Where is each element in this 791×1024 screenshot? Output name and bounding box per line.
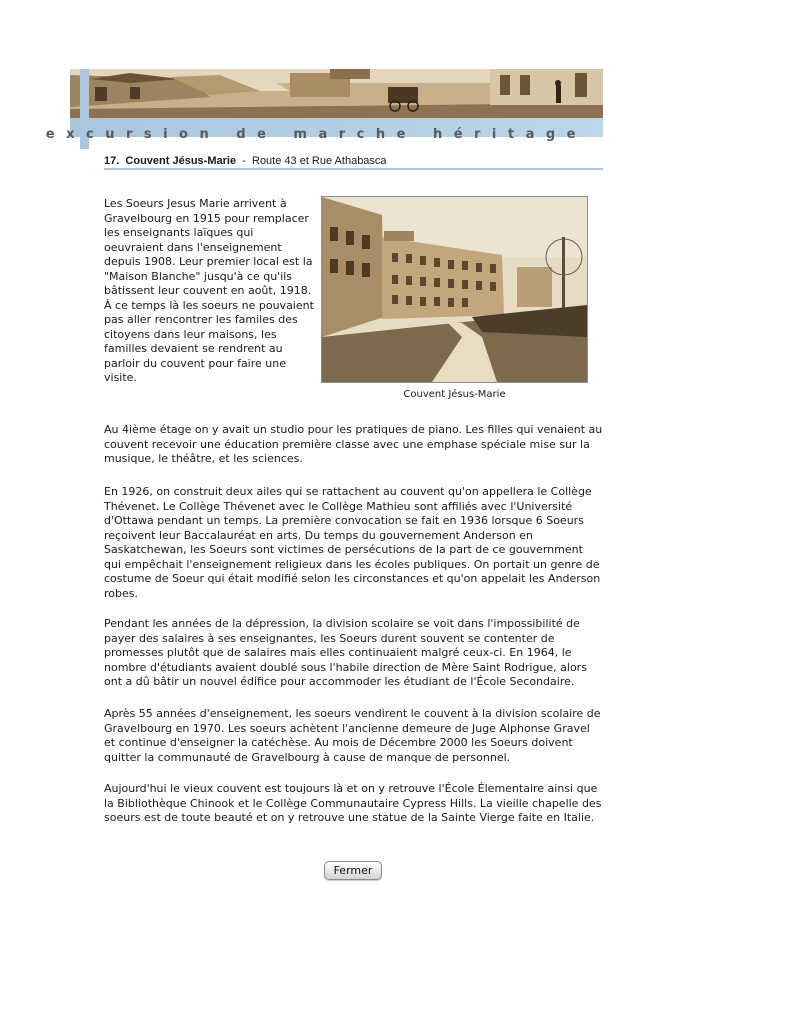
intro-paragraph: Les Soeurs Jesus Marie arrivent à Gravelbourg en 1915 pour remplacer les enseignants laïques qui oeuvraient dans l'enseignement depuis 1908. Leur premier local est la "Maison Blanche" jusqu'à ce qu'ils bâtissent leur couvent en août, 1918. À ce temps là les soeurs ne pouvaient pas aller rencontrer les familes des citoyens dans leur maisons, les familles devaient se rendrent au parloir du couvent pour faire une visite. [104, 197, 314, 384]
location-header [104, 155, 603, 167]
paragraph-today: Aujourd'hui le vieux couvent est toujours là et on y retrouve l'École Élementaire ainsi que la Bibliothèque Chinook et le Collège Communautaire Cypress Hills. La vieille chapelle des soeurs est de toute beauté et on y retrouve une statue de la Sainte Vierge faite en Italie. [104, 782, 602, 824]
banner-street-photo [70, 69, 603, 118]
location-number: 17. [104, 155, 120, 167]
location-separator: - [242, 155, 246, 167]
close-button[interactable]: Fermer [324, 861, 382, 880]
location-address: Route 43 et Rue Athabasca [252, 155, 387, 167]
location-name: Couvent Jésus-Marie [125, 155, 237, 167]
banner-tagline: excursion de marche héritage [45, 127, 587, 142]
convent-photo [321, 196, 588, 383]
header-divider [104, 168, 603, 170]
paragraph-depression: Pendant les années de la dépression, la division scolaire se voit dans l'impossibilité de payer des salaires à ses enseignantes, les Soeurs durent souvent se contenter de promesses plutôt que de salaires mais elles continuaient malgré ceux-ci. En 1964, le nombre d'étudiants avaient doublé sous l'habile direction de Mère Saint Rodrigue, alors ont a dû bâtir un nouvel édifice pour accommoder les étudiant de l'École Secondaire. [104, 617, 587, 688]
paragraph-piano-studio: Au 4ième étage on y avait un studio pour les pratiques de piano. Les filles qui venaient au couvent recevoir une éducation première classe avec une emphase spéciale mise sur la musique, le théâtre, et les sciences. [104, 423, 603, 465]
paragraph-college-thevenet: En 1926, on construit deux ailes qui se rattachent au couvent qu'on appellera le Collège Thévenet. Le Collège Thévenet avec le Collège Mathieu sont affiliés avec l'Université d'Ottawa pendant un temps. La première convocation se fait en 1936 lorsque 6 Soeurs reçoivent leur Baccalauréat en arts. Du temps du gouvernement Anderson en Saskatchewan, les Soeurs sont victimes de persécutions de la part de ce gouvernment qui empêchait l'enseignement religieux dans les écoles publiques. On portait un genre de costume de Soeur qui était modifié selon les circonstances et qu'on appelait les Anderson robes. [104, 485, 601, 600]
paragraph-sale-1970: Après 55 années d'enseignement, les soeurs vendirent le couvent à la division scolaire de Gravelbourg en 1970. Les soeurs achètent l'ancienne demeure de Juge Alphonse Gravel et continue d'enseigner la catéchèse. Au mois de Décembre 2000 les Soeurs doivent quitter la communauté de Gravelbourg à cause de manque de personnel. [104, 707, 601, 764]
header-banner [45, 69, 603, 149]
photo-caption: Couvent Jésus-Marie [403, 389, 506, 400]
